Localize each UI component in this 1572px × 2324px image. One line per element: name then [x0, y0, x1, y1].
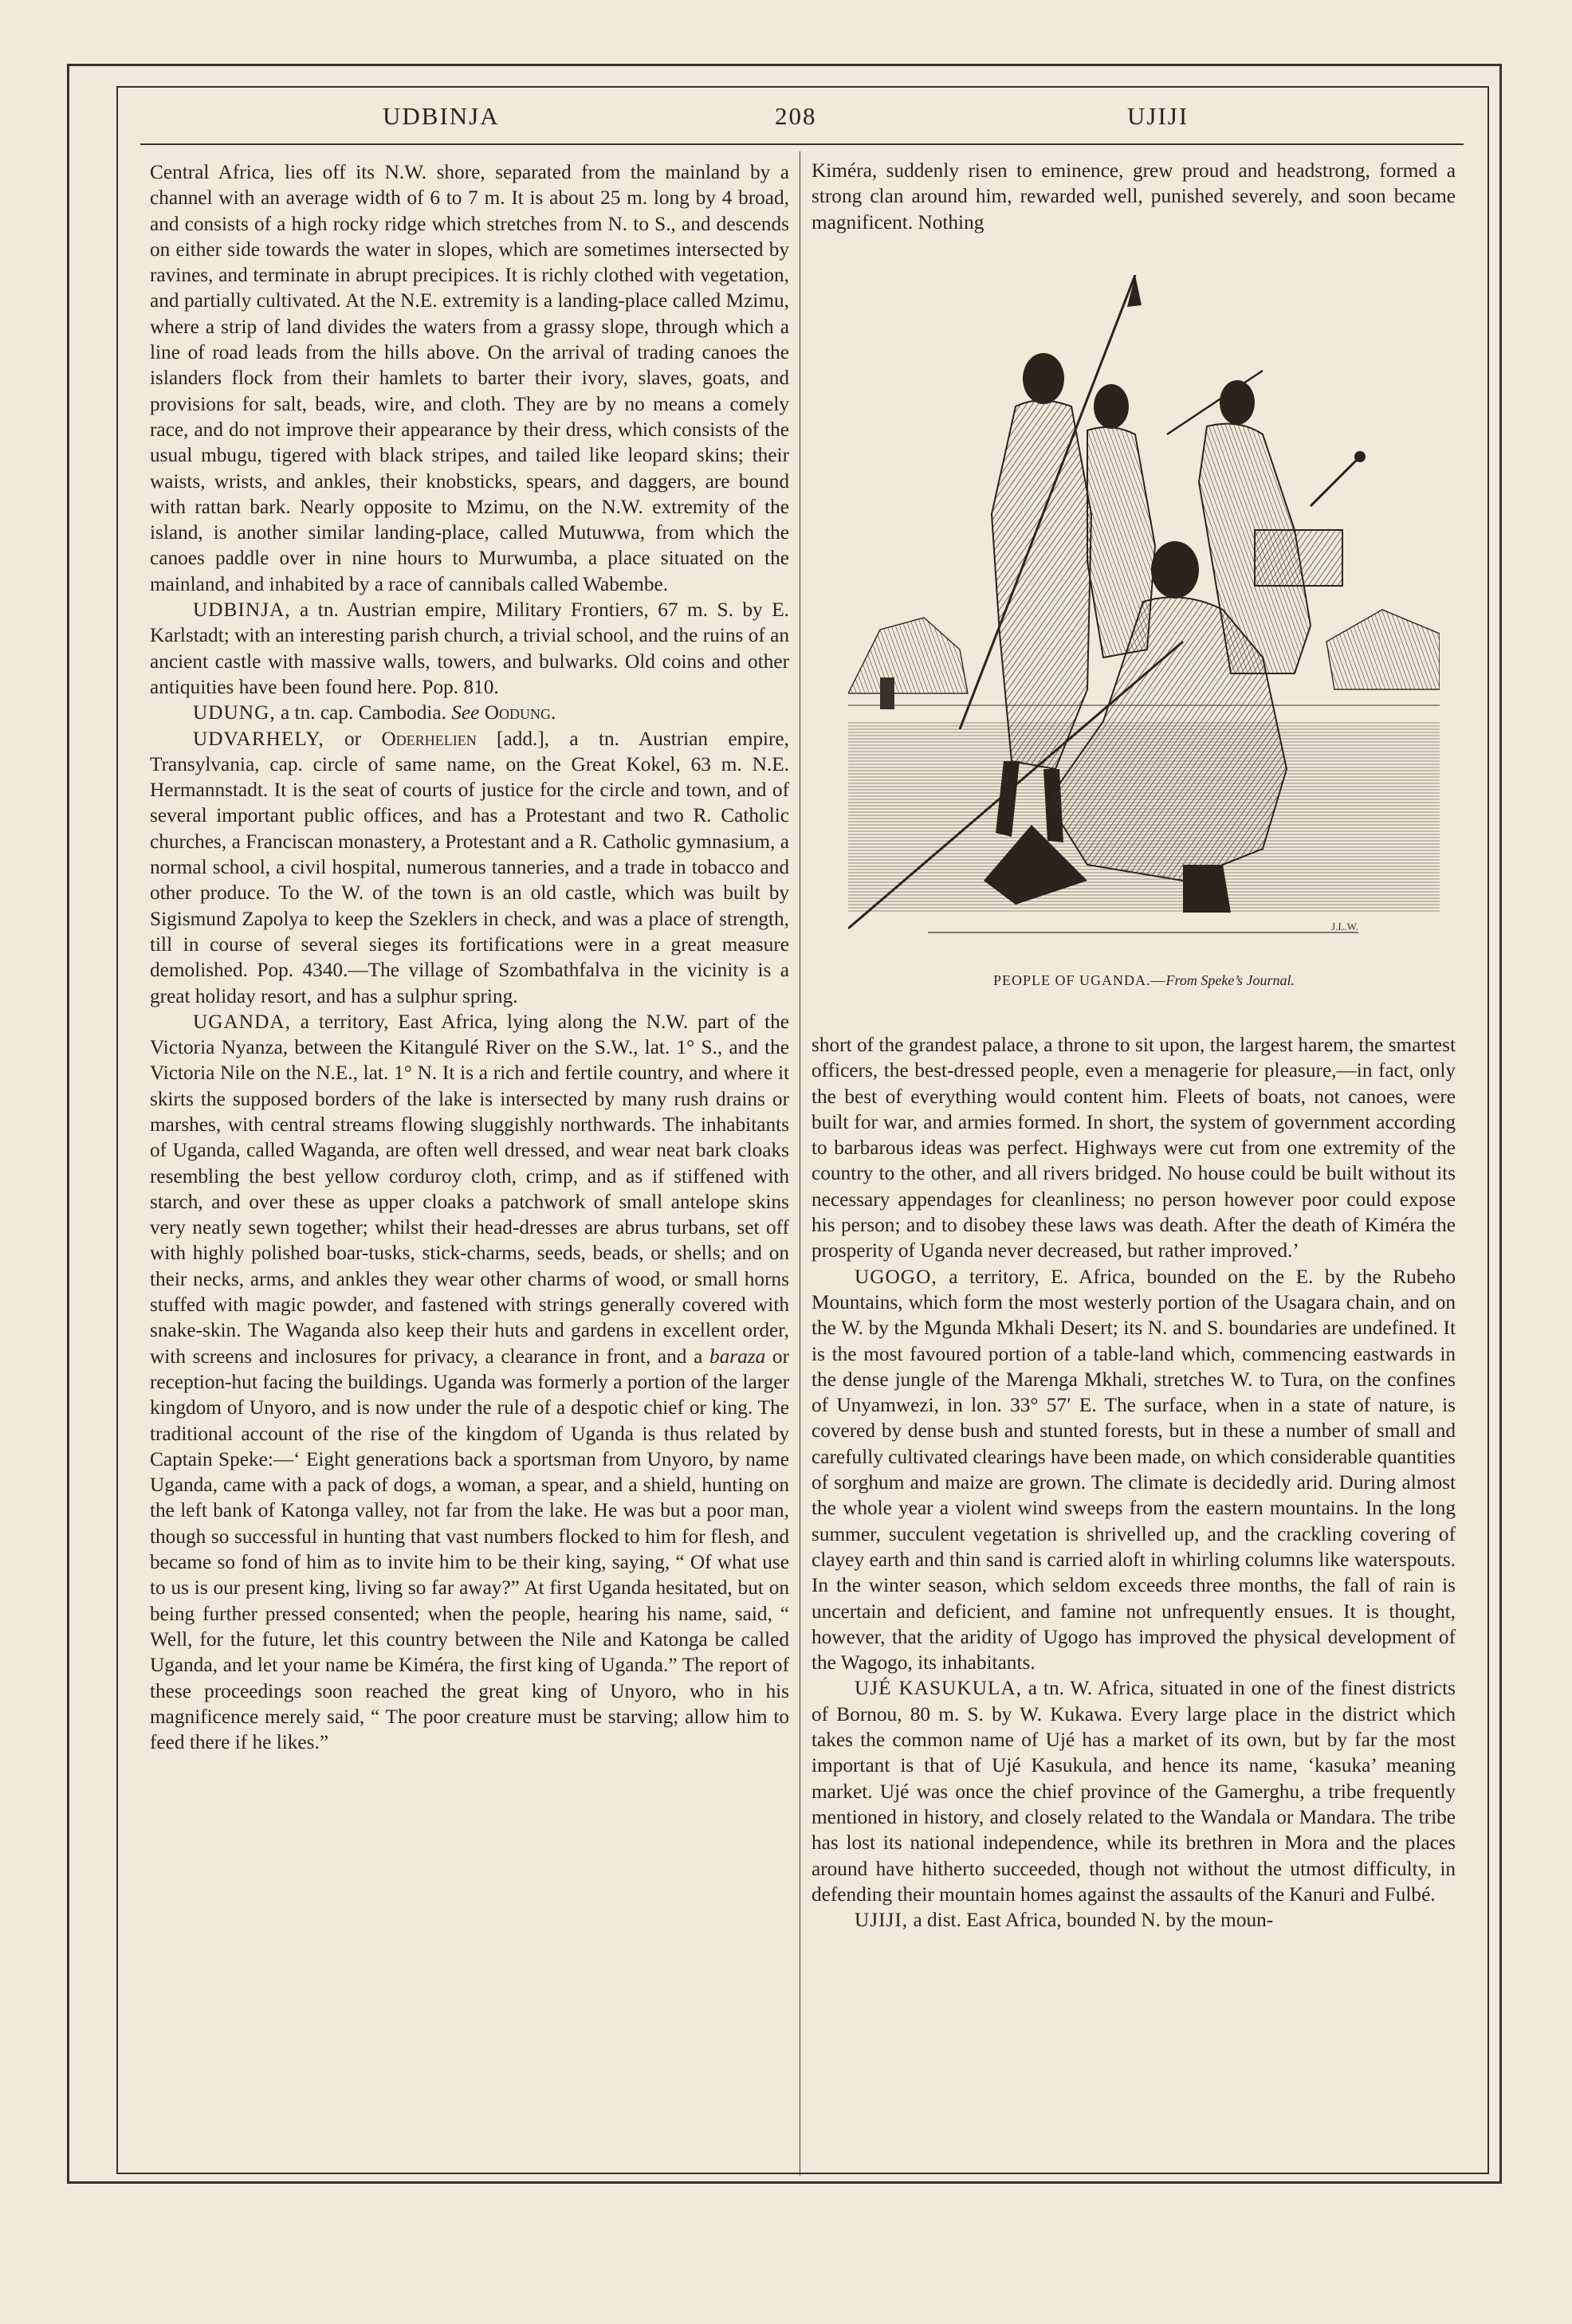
header-right-word: UJIJI	[1127, 102, 1189, 130]
entry-udung	[150, 700, 789, 725]
entry-ugogo	[812, 1264, 1456, 1676]
entry-uje-kasukula	[812, 1675, 1456, 1907]
headword: UGOGO,	[855, 1265, 937, 1288]
headword: UDBINJA,	[193, 599, 291, 622]
headword: UDVARHELY,	[193, 727, 324, 750]
entry-text: or reception-hut facing the buildings. Uganda was formerly a portion of the larger kingdom of Unyoro, and is now under the rule of a despotic chief or king. The traditional account of the rise of the kingdom of Uganda is thus related by Captain Speke:—‘ Eight generations back a sportsman from Unyoro, by name Uganda, came with a pack of dogs, a woman, a spear, and a shield, hunting on the left bank of Katonga valley, not far from the lake. He was but a poor man, though so successful in hunting that vast numbers flocked to him for flesh, and became so fond of him as to invite him to be their king, saying, “ Of what use to us is our present king, living so far away?” At first Uganda hesitated, but on being further pressed consented; when the people, hearing his name, said, “ Well, for the future, let this country between the Nile and Katonga be called Uganda, and let your name be Kiméra, the first king of Uganda.” The report of these proceedings soon reached the great king of Unyoro, who in his magnificence merely said, “ The poor creature must be starving; allow him to feed there if he likes.”	[150, 1345, 790, 1754]
engraving-people-of-uganda	[848, 275, 1440, 943]
entry-text: a tn. W. Africa, situated in one of the finest districts of Bornou, 80 m. S. by W. Kukawa. Every large place in the district which takes the common name of Ujé has a market of its own, but by far the most important is that of Ujé Kasukula, and hence its name, ‘kasuka’ meaning market. Ujé was once the chief province of the Gamerghu, a tribe frequently mentioned in history, and closely related to the Wandala or Mandara. The tribe has lost its national independence, while its brethren in Mora and the places around have hitherto succeeded, though not without the utmost difficulty, in defending their mountain homes against the assaults of the Kanuri and Fulbé.	[812, 1677, 1456, 1906]
entry-text: a dist. East Africa, bounded N. by the moun-	[908, 1909, 1274, 1932]
entry-text: or	[324, 727, 382, 750]
headword: UGANDA,	[193, 1010, 291, 1033]
header-left-word: UDBINJA	[383, 102, 500, 130]
caption-title: PEOPLE OF UGANDA.—	[993, 972, 1166, 988]
engraver-signature: J.L.W.	[1331, 921, 1358, 932]
running-header	[120, 102, 1488, 142]
entry-ujiji	[812, 1907, 1456, 1933]
page-number: 208	[775, 102, 817, 130]
entry-text: a territory, E. Africa, bounded on the E. by the Rubeho Mountains, which form the most westerly portion of the Usagara chain, and on the W. by the Mgunda Mkhali Desert; its N. and S. boundaries are undefined. It is the most favoured portion of a table-land which, commencing eastwards in the dense jungle of the Marenga Mkhali, stretches W. to Tura, on the confines of Unyamwezi, in lon. 33° 57′ E. The surface, when in a state of nature, is covered by dense bush and stunted forests, but in these a number of small and carefully cultivated clearings have been made, on which considerable quantities of sorghum and maize are grown. The climate is decidedly arid. During almost the whole year a violent wind sweeps from the eastern mountains. In the long summer, succulent vegetation is shrivelled up, and the crackling covering of clayey earth and thin sand is carried aloft in whirling columns like waterspouts. In the winter season, which seldom exceeds three months, the fall of rain is uncertain and deficient, and famine not unfrequently ensues. It is thought, however, that the aridity of Ugogo has improved the physical development of the Wagogo, its inhabitants.	[812, 1265, 1456, 1674]
entry-text: a tn. cap. Cambodia.	[275, 701, 452, 724]
headword: UJÉ KASUKULA,	[855, 1677, 1022, 1700]
entry-uganda	[150, 1009, 789, 1756]
entry-text: [add.], a tn. Austrian empire, Transylvania, cap. circle of same name, on the Great Kokel, 63 m. N.E. Hermannstadt. It is the seat of courts of justice for the circle and town, and of several important public offices, and has a Protestant and two R. Catholic churches, a Franciscan monastery, a Protestant and a R. Catholic gymnasium, a normal school, a civil hospital, numerous tanneries, and a trade in tobacco and other produce. To the W. of the town is an old castle, which was built by Sigismund Zapolya to keep the Szeklers in check, and was a place of strength, till in course of several sieges its fortifications were in a great measure demolished. Pop. 4340.—The village of Szombathfalva in the vicinity is a great holiday resort, and has a sulphur spring.	[150, 727, 789, 1007]
illustration-caption	[853, 972, 1435, 989]
see-reference-label: See	[451, 701, 480, 724]
hut-icon	[848, 618, 968, 709]
entry-text: a tn. Austrian empire, Military Frontiers, 67 m. S. by E. Karlstadt; with an interesting parish church, a trivial school, and the ruins of an ancient castle with massive walls, towers, and bulwarks. Old coins and other antiquities have been found here. Pop. 810.	[150, 599, 789, 698]
cross-reference: Oodung.	[484, 701, 556, 724]
entry-text: a territory, East Africa, lying along the N.W. part of the Victoria Nyanza, between the Kitangulé River on the S.W., lat. 1° S., and the Victoria Nile on the N.E., lat. 1° N. It is a rich and fertile country, and where it skirts the supposed borders of the lake is intersected by many rush drains or marshes, with central streams flowing sluggishly northwards. The inhabitants of Uganda, called Waganda, are often well dressed, and wear neat bark cloaks resembling the best yellow corduroy cloth, crimp, and as if stiffened with starch, and over these as upper cloaks a patchwork of small antelope skins very neatly sewn together; whilst their head-dresses are abrus turbans, set off with highly polished boar-tusks, stick-charms, seeds, beads, or shells; and on their necks, arms, and ankles they wear other charms of wood, or small horns stuffed with magic powder, and fastened with strings generally covered with snake-skin. The Waganda also keep their huts and gardens in excellent order, with screens and inclosures for privacy, a clearance in front, and a	[150, 1010, 789, 1368]
left-column	[150, 159, 789, 1755]
headword: UJIJI,	[855, 1909, 909, 1932]
italic-term: baraza	[709, 1345, 766, 1368]
caption-source: From Speke’s Journal.	[1165, 972, 1295, 988]
entry-continuation: short of the grandest palace, a throne to sit upon, the largest harem, the smartest officers, the best-dressed people, even a menagerie for pleasure,—in fact, only the best of everything would content him. Fleets of boats, not canoes, were built for war, and armies formed. In short, the system of government according to barbarous ideas was perfect. Highways were cut from one extremity of the country to the other, and all rivers bridged. No house could be built without its necessary appendages for cleanliness; no person however poor could expose his person; and to disobey these laws was death. After the death of Kiméra the prosperity of Uganda never decreased, but rather improved.’	[812, 1034, 1456, 1262]
entry-continuation: Central Africa, lies off its N.W. shore, separated from the mainland by a channel with an average width of 6 to 7 m. It is about 25 m. long by 4 broad, and consists of a high rocky ridge which stretches from N. to S., and descends on either side towards the water in slopes, which are sometimes intersected by ravines, and terminate in abrupt precipices. It is richly clothed with vegetation, and partially cultivated. At the N.E. extremity is a landing-place called Mzimu, where a strip of land divides the waters from a grassy slope, through which a line of road leads from the hills above. On the arrival of trading canoes the islanders flock from their hamlets to barter their ivory, slaves, goats, and provisions for salt, beads, wire, and cloth. They are by no means a comely race, and do not improve their appearance by their dress, which consists of the usual mbugu, tigered with black stripes, and tailed like leopard skins; their waists, wrists, and ankles, their knobsticks, spears, and daggers, are bound with rattan bark. Nearly opposite to Mzimu, on the N.W. extremity of the island, is another similar landing-place, called Mutuwwa, from which the canoes paddle over in nine hours to Murwumba, a place situated on the mainland, and inhabited by a race of cannibals called Wabembe.	[150, 161, 789, 595]
entry-udbinja	[150, 597, 789, 700]
header-rule	[140, 143, 1464, 145]
headword: UDUNG,	[193, 701, 276, 724]
entry-udvarhely	[150, 726, 789, 1009]
entry-continuation: Kiméra, suddenly risen to eminence, grew proud and headstrong, formed a strong clan around him, rewarded well, punished severely, and soon became magnificent. Nothing	[812, 159, 1456, 234]
right-column-top	[812, 158, 1456, 235]
alternate-name: Oderhelien	[381, 727, 477, 750]
right-column-bottom	[812, 1032, 1456, 1933]
